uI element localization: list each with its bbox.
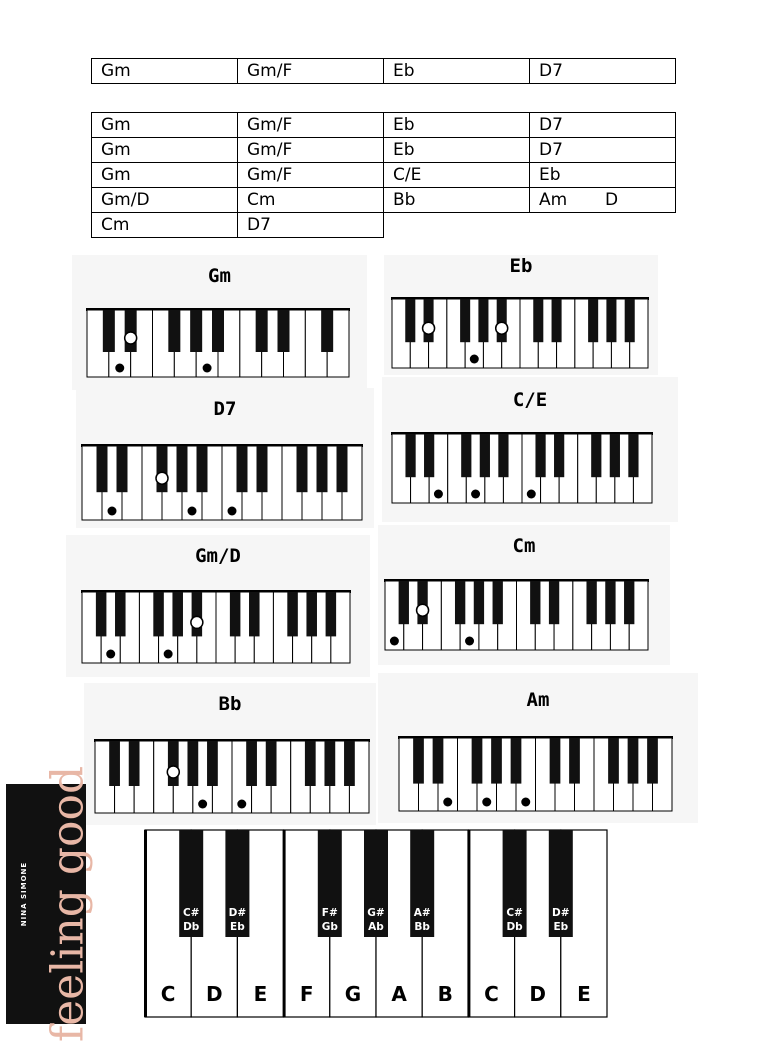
chord-cell: Gm: [92, 138, 238, 163]
white-key-label: B: [437, 982, 453, 1006]
chord-title: Am: [526, 689, 550, 711]
chord-cell: Eb: [384, 59, 530, 84]
black-key-label: Gb: [321, 921, 338, 933]
white-key-label: F: [299, 982, 314, 1006]
chord-cell: Cm: [238, 188, 384, 213]
chord-title: C/E: [512, 389, 548, 411]
black-key-label: C#: [506, 907, 523, 919]
black-key-label: Bb: [414, 921, 430, 933]
chord-cell: Eb: [530, 163, 676, 188]
black-key-label: D#: [228, 907, 247, 919]
white-key-label: E: [577, 982, 591, 1006]
chord-cell: Eb: [384, 113, 530, 138]
white-key-label: C: [484, 982, 499, 1006]
chord-cell: Eb: [384, 138, 530, 163]
chord-title: Gm/D: [195, 545, 241, 567]
chord-cell: D7: [530, 59, 676, 84]
white-key-label: D: [205, 982, 223, 1006]
chord-title: D7: [213, 398, 237, 420]
black-key-label: Eb: [553, 921, 569, 933]
cover-artist: NINA SIMONE: [20, 861, 28, 927]
chord-cell: D7: [238, 213, 384, 238]
black-key-label: Db: [506, 921, 523, 933]
black-key-label: F#: [321, 907, 338, 919]
chord-title: Eb: [509, 255, 533, 277]
black-key-label: Db: [183, 921, 200, 933]
chord-title: Bb: [218, 693, 242, 715]
white-key-label: G: [344, 982, 362, 1006]
white-key-label: C: [160, 982, 176, 1006]
chord-title: Gm: [208, 265, 231, 287]
octave-divider: [283, 830, 286, 1017]
white-key-label: E: [253, 982, 268, 1006]
black-key-label: C#: [182, 907, 200, 919]
white-key-label: A: [391, 982, 407, 1006]
chord-cell: Gm: [92, 163, 238, 188]
chord-cell: Gm: [92, 113, 238, 138]
chord-cell: D7: [530, 138, 676, 163]
octave-divider: [467, 830, 470, 1017]
black-key-label: A#: [413, 907, 431, 919]
chord-cell: Am D: [530, 188, 676, 213]
white-key-label: D: [529, 982, 547, 1006]
chord-cell: D7: [530, 113, 676, 138]
chord-cell: Cm: [92, 213, 238, 238]
octave-divider: [144, 830, 147, 1017]
black-key-label: Ab: [368, 921, 384, 933]
chord-cell: Gm/F: [238, 59, 384, 84]
chord-title: Cm: [512, 535, 536, 557]
black-key-label: Eb: [230, 921, 245, 933]
chord-cell: C/E: [384, 163, 530, 188]
chord-cell: Gm/F: [238, 138, 384, 163]
chord-cell: Gm/D: [92, 188, 238, 213]
black-key-label: G#: [367, 907, 385, 919]
chord-cell: Gm: [92, 59, 238, 84]
chord-cell: Bb: [384, 188, 530, 213]
cover-title: feeling good: [42, 765, 94, 1042]
black-key-label: D#: [552, 907, 570, 919]
chord-cell: Gm/F: [238, 113, 384, 138]
chord-cell: Gm/F: [238, 163, 384, 188]
